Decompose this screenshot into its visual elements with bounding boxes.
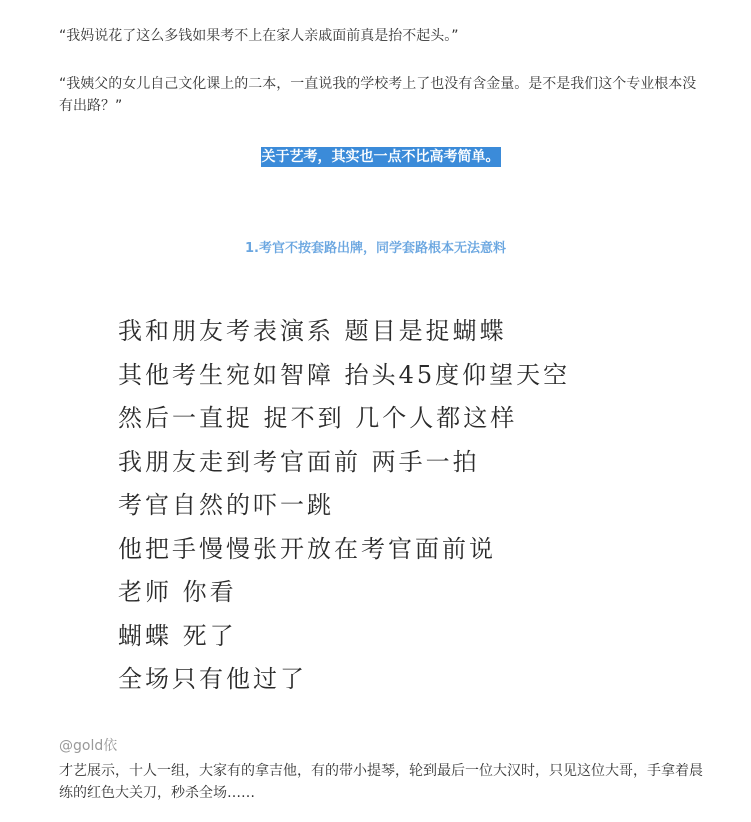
comment-author[interactable]: @gold依 — [59, 738, 118, 754]
comment-text: 才艺展示，十人一组，大家有的拿吉他，有的带小提琴，轮到最后一位大汉时，只见这位大哥，手拿着晨练的红色大关刀，秒杀全场…… — [59, 763, 703, 801]
poem-line: 我朋友走到考官面前 两手一拍 — [118, 447, 480, 476]
handwritten-poem — [118, 310, 678, 702]
section-heading: 1.考官不按套路出牌，同学套路根本无法意料 — [245, 241, 506, 256]
poem-line: 我和朋友考表演系 题目是捉蝴蝶 — [118, 317, 507, 345]
poem-line: 老师 你看 — [118, 578, 237, 606]
highlight-line — [0, 146, 751, 167]
quote-paragraph-2: “我姨父的女儿自己文化课上的二本，一直说我的学校考上了也没有含金量。是不是我们这个专业根本没有出路？” — [59, 76, 697, 114]
poem-line: 然后一直捉 捉不到 几个人都这样 — [118, 404, 518, 432]
poem-line: 全场只有他过了 — [118, 665, 307, 693]
quote-paragraph-1: “我妈说花了这么多钱如果考不上在家人亲戚面前真是抬不起头。” — [59, 28, 459, 44]
selected-text-highlight[interactable]: 关于艺考，其实也一点不比高考简单。 — [261, 149, 500, 165]
poem-line: 他把手慢慢张开放在考官面前说 — [118, 534, 496, 563]
poem-line: 考官自然的吓一跳 — [118, 491, 334, 519]
poem-line: 蝴蝶 死了 — [118, 621, 237, 650]
poem-line: 其他考生宛如智障 抬头45度仰望天空 — [118, 360, 571, 389]
